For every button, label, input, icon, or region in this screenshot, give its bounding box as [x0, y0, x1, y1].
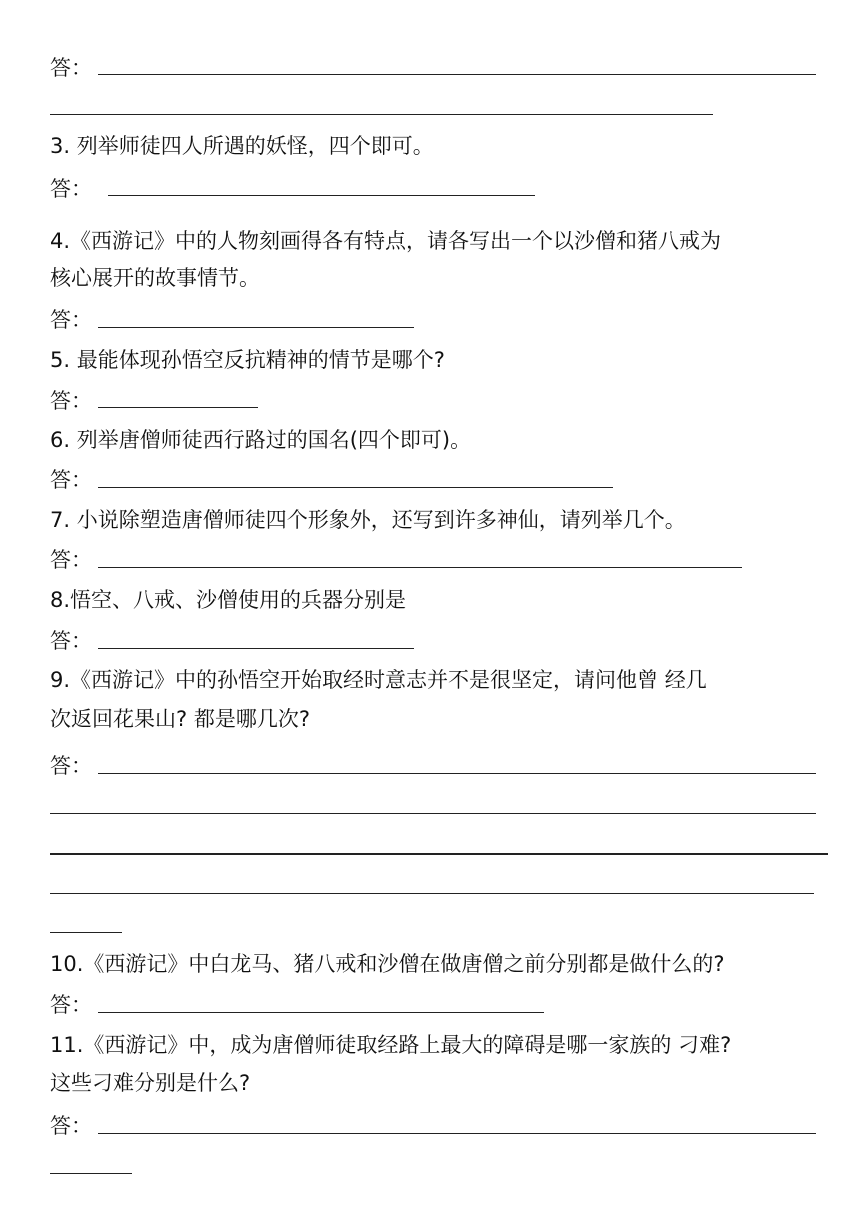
answer-label: 答： [50, 389, 92, 413]
answer-label: 答： [50, 56, 92, 80]
question-4-cont: 核心展开的故事情节。 [50, 266, 260, 290]
question-3: 3. 列举师徒四人所遇的妖怪，四个即可。 [50, 134, 434, 158]
answer-line[interactable] [98, 74, 816, 75]
answer-line[interactable] [50, 813, 816, 814]
answer-line[interactable] [50, 114, 713, 115]
answer-label: 答： [50, 1114, 92, 1138]
question-4: 4.《西游记》中的人物刻画得各有特点，请各写出一个以沙僧和猪八戒为 [50, 229, 722, 253]
answer-line[interactable] [98, 407, 258, 408]
answer-line[interactable] [98, 1133, 816, 1134]
question-11-cont: 这些刁难分别是什么? [50, 1071, 251, 1095]
answer-label: 答： [50, 468, 92, 492]
answer-line[interactable] [98, 1012, 544, 1013]
answer-label: 答： [50, 177, 92, 201]
answer-line[interactable] [50, 932, 122, 933]
answer-line[interactable] [98, 773, 816, 774]
answer-line[interactable] [50, 1173, 132, 1174]
answer-label: 答： [50, 993, 92, 1017]
answer-label: 答： [50, 754, 92, 778]
answer-line[interactable] [50, 853, 828, 855]
answer-label: 答： [50, 308, 92, 332]
question-10: 10.《西游记》中白龙马、猪八戒和沙僧在做唐僧之前分别都是做什么的? [50, 952, 725, 976]
question-8: 8.悟空、八戒、沙僧使用的兵器分别是 [50, 588, 407, 612]
question-9: 9.《西游记》中的孙悟空开始取经时意志并不是很坚定，请问他曾 经几 [50, 668, 707, 692]
answer-line[interactable] [50, 893, 814, 894]
question-11: 11.《西游记》中，成为唐僧师徒取经路上最大的障碍是哪一家族的 刁难? [50, 1033, 732, 1057]
answer-label: 答： [50, 548, 92, 572]
answer-line[interactable] [98, 327, 414, 328]
answer-line[interactable] [98, 648, 414, 649]
question-5: 5. 最能体现孙悟空反抗精神的情节是哪个? [50, 348, 445, 372]
answer-label: 答： [50, 629, 92, 653]
answer-line[interactable] [108, 195, 535, 196]
question-9-cont: 次返回花果山? 都是哪几次? [50, 707, 310, 731]
question-6: 6. 列举唐僧师徒西行路过的国名(四个即可)。 [50, 428, 472, 452]
question-7: 7. 小说除塑造唐僧师徒四个形象外，还写到许多神仙，请列举几个。 [50, 508, 686, 532]
answer-line[interactable] [98, 567, 742, 568]
answer-line[interactable] [98, 487, 613, 488]
